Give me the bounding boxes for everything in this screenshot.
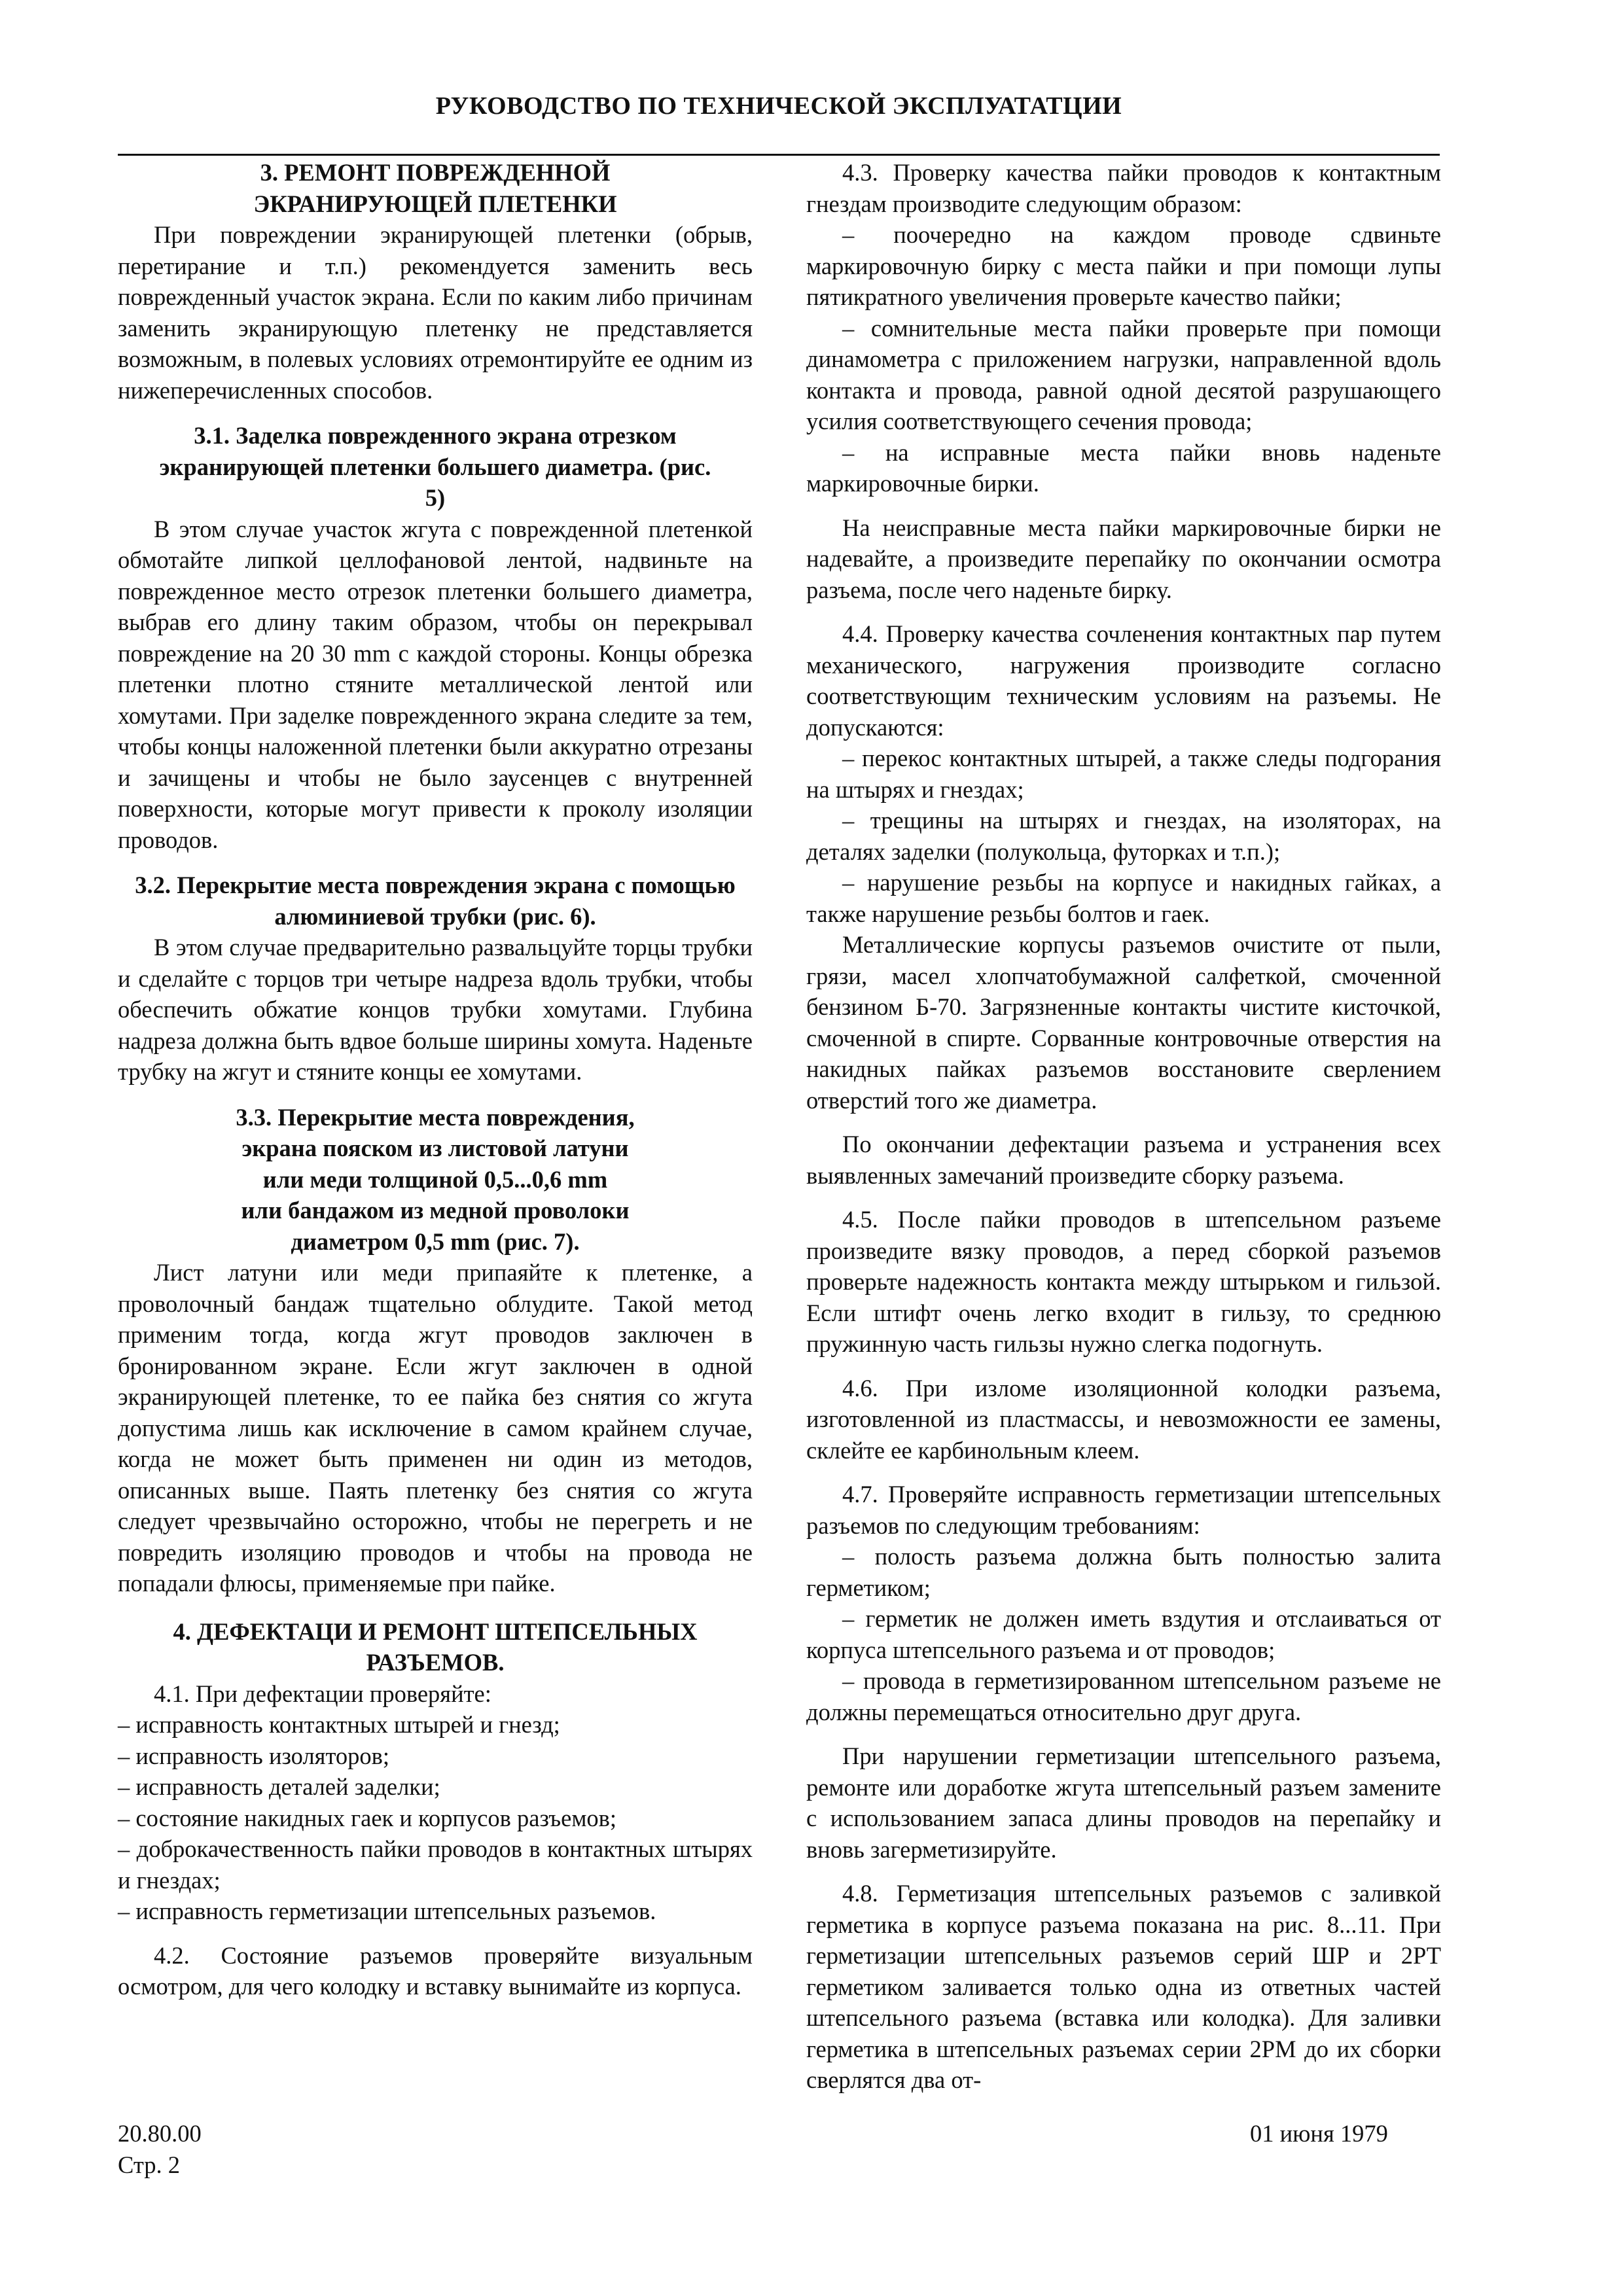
section-3-1-heading: 3.1. Заделка поврежденного экрана отрезком экранирующей плетенки большего диаметра. (рис. 5) (159, 422, 711, 511)
section-3-3-heading-line: или меди толщиной 0,5...0,6 mm (262, 1165, 608, 1193)
list-item: – состояние накидных гаек и корпусов разъемов; (118, 1804, 617, 1831)
section-4-2-paragraph: 4.2. Состояние разъемов проверяйте визуальным осмотром, для чего колодку и вставку вынимайте из корпуса. (118, 1941, 753, 2000)
section-4-7-note: При нарушении герметизации штепсельного разъема, ремонте или доработке жгута штепсельный разъем замените с использованием запаса длины проводов на перепайку и вновь загерметизируйте. (806, 1742, 1441, 1863)
section-3-3-paragraph: Лист латуни или меди припаяйте к плетенке, а проволочный бандаж тщательно облудите. Такой метод применим тогда, когда жгут проводов заключен в бронированном экране. Если жгут заключен в одной экранирующей плетенке, то ее пайка без снятия со жгута допустима лишь как исключение в самом крайнем случае, когда не может быть применен ни один из методов, описанных выше. Паять плетенку без снятия со жгута следует чрезвычайно осторожно, чтобы не перегреть и не повредить изоляцию проводов и чтобы на провода не попадали флюсы, применяемые при пайке. (118, 1259, 753, 1597)
section-3-3-heading-line: 3.3. Перекрытие места повреждения, (236, 1103, 635, 1131)
section-3-3-heading-line: диаметром 0,5 mm (рис. 7). (291, 1227, 580, 1255)
right-column (806, 157, 1441, 2096)
section-4-1-intro: 4.1. При дефектации проверяйте: (154, 1680, 491, 1707)
section-4-4-assembly: По окончании дефектации разъема и устранения всех выявленных замечаний произведите сборку разъема. (806, 1131, 1441, 1189)
issue-date: 01 июня 1979 (1250, 2120, 1388, 2147)
header-divider (118, 154, 1440, 156)
section-3-paragraph: При повреждении экранирующей плетенки (обрыв, перетирание и т.п.) рекомендуется заменить весь поврежденный участок экрана. Если по каким либо причинам заменить экранирующую плетенку не представляется возможным, в полевых условиях отремонтируйте ее одним из нижеперечисленных способов. (118, 221, 753, 404)
section-3-2-paragraph: В этом случае предварительно развальцуйте торцы трубки и сделайте с торцов три четыре надреза вдоль трубки, чтобы обеспечить обжатие концов трубки хомутами. Глубина надреза должна быть вдвое больше ширины хомута. Наденьте трубку на жгут и стяните концы ее хомутами. (118, 934, 753, 1085)
left-column (118, 157, 753, 2002)
list-item: – исправность контактных штырей и гнезд; (118, 1711, 560, 1738)
section-4-8-paragraph: 4.8. Герметизация штепсельных разъемов с заливкой герметика в корпусе разъема показана на рис. 8...11. При герметизации штепсельных разъемов серий ШР и 2РТ герметиком заливается только одна из ответных частей штепсельного разъема (вставка или колодка). Для заливки герметика в штепсельных разъемах серии 2РМ до их сборки сверлятся два от- (806, 1880, 1441, 2093)
section-4-4-cleaning: Металлические корпусы разъемов очистите от пыли, грязи, масел хлопчатобумажной салфеткой, смоченной бензином Б-70. Загрязненные контакты чистите кисточкой, смоченной в спирте. Сорванные контровочные отверстия на накидных пайках разъемов восстановите сверлением отверстий того же диаметра. (806, 931, 1441, 1114)
list-item: – нарушение резьбы на корпусе и накидных гайках, а также нарушение резьбы болтов и гаек. (806, 869, 1441, 927)
section-4-4-paragraph: 4.4. Проверку качества сочленения контактных пар путем механического, нагружения производите согласно соответствующим техническим условиям на разъемы. Не допускаются: (806, 620, 1441, 741)
list-item: – поочередно на каждом проводе сдвиньте маркировочную бирку с места пайки и при помощи лупы пятикратного увеличения проверьте качество пайки; (806, 221, 1441, 310)
section-4-6-paragraph: 4.6. При изломе изоляционной колодки разъема, изготовленной из пластмассы, и невозможности ее замены, склейте ее карбинольным клеем. (806, 1374, 1441, 1464)
section-3-3-heading-line: экрана пояском из листовой латуни (241, 1135, 629, 1161)
list-item: – перекос контактных штырей, а также следы подгорания на штырях и гнездах; (806, 745, 1441, 803)
footer-left (118, 2118, 202, 2181)
section-3-3-heading-line: или бандажом из медной проволоки (241, 1197, 630, 1224)
section-4-3-paragraph: 4.3. Проверку качества пайки проводов к контактным гнездам производите следующим образом: (806, 159, 1441, 217)
section-3-2-heading: 3.2. Перекрытие места повреждения экрана с помощью алюминиевой трубки (рис. 6). (135, 872, 736, 930)
section-3-heading: 3. РЕМОНТ ПОВРЕЖДЕННОЙ ЭКРАНИРУЮЩЕЙ ПЛЕТЕНКИ (253, 159, 617, 217)
section-4-5-paragraph: 4.5. После пайки проводов в штепсельном разъеме произведите вязку проводов, а перед сборкой разъемов проверьте надежность контакта между штырьком и гильзой. Если штифт очень легко входит в гильзу, то среднюю пружинную часть гильзы нужно слегка подогнуть. (806, 1206, 1441, 1357)
list-item: – на исправные места пайки вновь наденьте маркировочные бирки. (806, 438, 1441, 497)
list-item: – герметик не должен иметь вздутия и отслаиваться от корпуса штепсельного разъема и от проводов; (806, 1605, 1441, 1663)
list-item: – исправность деталей заделки; (118, 1773, 440, 1800)
page-number: Стр. 2 (118, 2151, 181, 2178)
section-4-3-note: На неисправные места пайки маркировочные бирки не надевайте, а произведите перепайку по окончании осмотра разъема, после чего наденьте бирку. (806, 514, 1441, 603)
list-item: – доброкачественность пайки проводов в контактных штырях и гнездах; (118, 1835, 753, 1894)
document-number: 20.80.00 (118, 2120, 202, 2147)
section-4-7-paragraph: 4.7. Проверяйте исправность герметизации штепсельных разъемов по следующим требованиям: (806, 1481, 1441, 1539)
section-3-1-paragraph: В этом случае участок жгута с поврежденной плетенкой обмотайте липкой целлофановой лентой, надвиньте на поврежденное место отрезок плетенки большего диаметра, выбрав его длину таким образом, чтобы он перекрывал повреждение на 20 30 mm с каждой стороны. Концы обрезка плетенки плотно стяните металлической лентой или хомутами. При заделке поврежденного экрана следите за тем, чтобы концы наложенной плетенки были аккуратно отрезаны и зачищены и чтобы не было заусенцев с внутренней поверхности, которые могут привести к проколу изоляции проводов. (118, 515, 753, 853)
list-item: – полость разъема должна быть полностью залита герметиком; (806, 1543, 1441, 1601)
page-title: РУКОВОДСТВО ПО ТЕХНИЧЕСКОЙ ЭКСПЛУАТАТЦИИ (435, 92, 1122, 120)
section-3-3-heading (118, 1102, 753, 1258)
list-item: – провода в герметизированном штепсельном разъеме не должны перемещаться относительно друг друга. (806, 1667, 1441, 1725)
list-item: – трещины на штырях и гнездах, на изоляторах, на деталях заделки (полукольца, футорках и т.п.); (806, 807, 1441, 865)
section-4-heading: 4. ДЕФЕКТАЦИ И РЕМОНТ ШТЕПСЕЛЬНЫХ РАЗЪЕМОВ. (173, 1617, 698, 1676)
list-item: – сомнительные места пайки проверьте при помощи динамометра с приложением нагрузки, направленной вдоль контакта и провода, равной одной десятой разрушающего усилия соответствующего сечения провода; (806, 314, 1441, 434)
list-item: – исправность герметизации штепсельных разъемов. (118, 1898, 656, 1924)
list-item: – исправность изоляторов; (118, 1742, 390, 1769)
